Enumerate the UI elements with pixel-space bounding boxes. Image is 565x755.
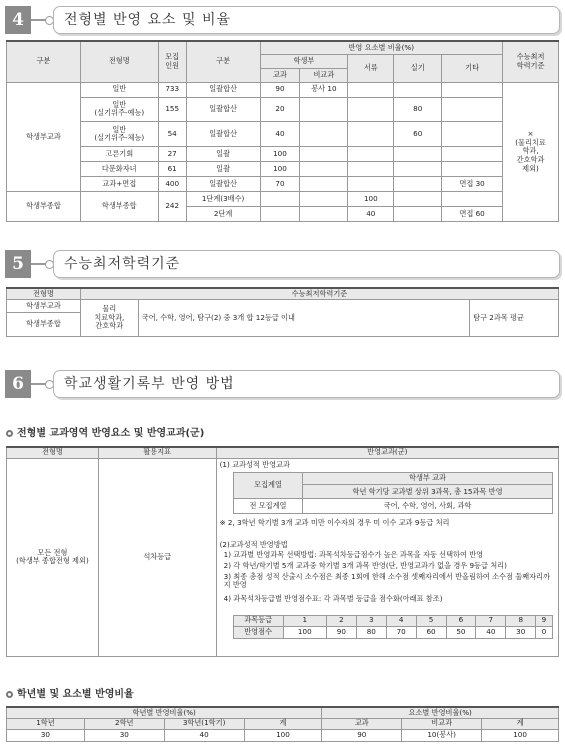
row-silgi bbox=[394, 147, 442, 162]
row-gyogwa: 70 bbox=[260, 177, 300, 192]
v2: 30 bbox=[84, 729, 164, 741]
th-year: 학년별 반영비율(%) bbox=[7, 707, 322, 718]
method-3: 3) 최종 총점 성적 산출시 소수점은 최종 1회에 한해 소수점 셋째자리에서 반올림하여 소수점 둘째자리까지 반영 bbox=[223, 571, 550, 590]
score-cell: 70 bbox=[386, 626, 416, 638]
section-6-header bbox=[5, 370, 560, 398]
th-jhm: 전형명 bbox=[7, 288, 81, 300]
all-label: 전 모집계열 bbox=[233, 499, 303, 513]
th-gyogwa: 교과 bbox=[260, 68, 300, 82]
row-name: 교과+면접 bbox=[80, 177, 158, 192]
row-count: 27 bbox=[158, 147, 186, 162]
row-gubun: 일괄 bbox=[186, 162, 260, 177]
row-gyogwa: 40 bbox=[260, 122, 300, 147]
th-silgi: 실기 bbox=[394, 55, 442, 82]
row-gubun: 일괄합산 bbox=[186, 122, 260, 147]
score-cell: 50 bbox=[446, 626, 476, 638]
section-title-box bbox=[53, 370, 560, 398]
section-title: 학교생활기록부 반영 방법 bbox=[64, 376, 235, 392]
section-number: 6 bbox=[5, 370, 31, 398]
row-bigyogwa bbox=[300, 97, 348, 122]
row-bigyogwa bbox=[300, 177, 348, 192]
row-gubun: 일괄합산 bbox=[186, 82, 260, 97]
grade-cell: 1 bbox=[283, 615, 326, 626]
v1: 30 bbox=[7, 729, 85, 741]
suneung-note: × (물리치료 학과, 간호학과 제외) bbox=[503, 82, 559, 221]
th-c6: 비교과 bbox=[402, 718, 482, 729]
grade-cell: 4 bbox=[386, 615, 416, 626]
method-2: 2) 각 학년/학기별 5개 교과중 학기별 3개 과목 반영(단, 반영교과가 없을 경우 9등급 처리) bbox=[223, 560, 507, 570]
th-hsb: 학생부 교과 bbox=[303, 472, 552, 485]
th-c1: 1학년 bbox=[7, 718, 85, 729]
reflection-table bbox=[6, 446, 559, 657]
row-count: 242 bbox=[158, 192, 186, 222]
subheading-2 bbox=[6, 685, 134, 700]
row-gubun: 일괄합산 bbox=[186, 177, 260, 192]
th-jhm: 전형명 bbox=[80, 41, 158, 82]
empty-cell bbox=[260, 192, 300, 207]
section-title-box bbox=[53, 250, 560, 278]
th-hsb: 학생부 bbox=[260, 55, 348, 69]
subheading-1 bbox=[6, 424, 204, 439]
grade-score-table bbox=[233, 615, 553, 639]
row-silgi bbox=[394, 82, 442, 97]
th-elem: 요소별 반영비율(%) bbox=[322, 707, 559, 718]
th-score: 반영점수 bbox=[233, 626, 283, 638]
row-count: 733 bbox=[158, 82, 186, 97]
row-bigyogwa bbox=[300, 122, 348, 147]
th-mojip: 모집 인원 bbox=[158, 41, 186, 82]
year-ratio-table bbox=[6, 706, 559, 742]
section-5-header bbox=[5, 250, 560, 278]
part-1-heading: (1) 교과성적 반영교과 bbox=[219, 459, 290, 469]
row-silgi: 80 bbox=[394, 97, 442, 122]
empty-cell bbox=[300, 192, 348, 207]
row-gubun: 일괄합산 bbox=[186, 97, 260, 122]
score-cell: 90 bbox=[326, 626, 356, 638]
th-gita: 기타 bbox=[442, 55, 503, 82]
note-text: ※ 2, 3학년 학기별 3개 교과 미만 이수자의 경우 미 이수 교과 9등급 처리 bbox=[219, 517, 450, 527]
method-4: 4) 과목석차등급별 반영점수표: 각 과목별 등급을 점수화(아래표 참조) bbox=[223, 593, 443, 603]
row-name: 고른기회 bbox=[80, 147, 158, 162]
th-c3: 3학년(1학기) bbox=[164, 718, 244, 729]
row-silgi: 60 bbox=[394, 122, 442, 147]
v7: 100 bbox=[482, 729, 559, 741]
th-mojip: 모집계열 bbox=[233, 472, 303, 499]
row-seoryu: 100 bbox=[348, 192, 394, 207]
row-gita bbox=[442, 147, 503, 162]
th-c2: 2학년 bbox=[84, 718, 164, 729]
indicator: 석차등급 bbox=[98, 458, 216, 657]
th-ratio: 반영 요소별 비율(%) bbox=[260, 41, 503, 55]
row-bigyogwa bbox=[300, 162, 348, 177]
row-gubun: 2단계 bbox=[186, 207, 260, 222]
empty-cell bbox=[394, 192, 442, 207]
row-count: 61 bbox=[158, 162, 186, 177]
score-cell: 100 bbox=[283, 626, 326, 638]
grade-cell: 9 bbox=[536, 615, 552, 626]
row-seoryu bbox=[348, 97, 394, 122]
group-jonghap: 학생부종합 bbox=[7, 192, 81, 222]
row-name: 학생부종합 bbox=[80, 192, 158, 222]
row-gyogwa: 90 bbox=[260, 82, 300, 97]
criteria-cell: 국어, 수학, 영어, 탐구(2) 중 3개 합 12등급 이내 bbox=[138, 300, 469, 337]
row-silgi bbox=[394, 177, 442, 192]
row-gubun: 1단계(3배수) bbox=[186, 192, 260, 207]
row-count: 54 bbox=[158, 122, 186, 147]
circle-bullet-icon bbox=[6, 691, 13, 698]
row-silgi bbox=[394, 162, 442, 177]
score-cell: 30 bbox=[506, 626, 536, 638]
row-gubun: 일괄 bbox=[186, 147, 260, 162]
grade-cell: 3 bbox=[356, 615, 386, 626]
row-gita bbox=[442, 82, 503, 97]
admission-ratio-table bbox=[6, 40, 559, 222]
th-suneung: 수능최저 학력기준 bbox=[503, 41, 559, 82]
th-c7: 계 bbox=[482, 718, 559, 729]
th-indicator: 활용지표 bbox=[98, 447, 216, 458]
hsb-detail: 학년 학기당 교과별 상위 3과목, 총 15과목 반영 bbox=[303, 485, 552, 499]
row-name: 일반 (실기위주-예능) bbox=[80, 97, 158, 122]
row-gita bbox=[442, 97, 503, 122]
suneung-table bbox=[6, 287, 559, 337]
row-gita bbox=[442, 122, 503, 147]
row-gyogwa: 학생부교과 bbox=[7, 300, 81, 313]
empty-cell bbox=[442, 192, 503, 207]
row-seoryu: 40 bbox=[348, 207, 394, 222]
row-jonghap: 학생부종합 bbox=[7, 313, 81, 337]
th-criteria: 수능최저학력기준 bbox=[80, 288, 558, 300]
th-bigyogwa: 비교과 bbox=[300, 68, 348, 82]
th-jhm: 전형명 bbox=[7, 447, 99, 458]
score-cell: 80 bbox=[356, 626, 386, 638]
row-gita: 면접 60 bbox=[442, 207, 503, 222]
th-gubun: 구분 bbox=[7, 41, 81, 82]
section-number: 4 bbox=[5, 6, 31, 34]
all-value: 국어, 수학, 영어, 사회, 과학 bbox=[303, 499, 552, 513]
all-jhm: 모든 전형 (학생부 종합전형 제외) bbox=[7, 458, 99, 657]
row-gyogwa: 100 bbox=[260, 147, 300, 162]
subheading-text: 학년별 및 요소별 반영비율 bbox=[17, 689, 134, 700]
v6: 10(봉사) bbox=[402, 729, 482, 741]
row-name: 일반 (실기위주-체능) bbox=[80, 122, 158, 147]
row-gita: 면접 30 bbox=[442, 177, 503, 192]
extra-cell: 탐구 2과목 평균 bbox=[470, 300, 559, 337]
section-title-box bbox=[53, 6, 560, 34]
row-count: 400 bbox=[158, 177, 186, 192]
th-c5: 교과 bbox=[322, 718, 402, 729]
row-gyogwa: 100 bbox=[260, 162, 300, 177]
row-bigyogwa bbox=[300, 147, 348, 162]
section-number: 5 bbox=[5, 250, 31, 278]
group-gyogwa: 학생부교과 bbox=[7, 82, 81, 192]
score-cell: 60 bbox=[416, 626, 446, 638]
dept-cell: 물리 치료학과, 간호학과 bbox=[80, 300, 138, 337]
v4: 100 bbox=[244, 729, 322, 741]
empty-cell bbox=[260, 207, 300, 222]
grade-cell: 7 bbox=[476, 615, 506, 626]
row-seoryu bbox=[348, 82, 394, 97]
subject-inner-table bbox=[233, 472, 553, 514]
row-seoryu bbox=[348, 147, 394, 162]
row-gita bbox=[442, 162, 503, 177]
empty-cell bbox=[394, 207, 442, 222]
v3: 40 bbox=[164, 729, 244, 741]
th-c4: 계 bbox=[244, 718, 322, 729]
circle-bullet-icon bbox=[6, 430, 13, 437]
section-4-header bbox=[5, 6, 560, 34]
method-1: 1) 교과별 반영과목 선택방법: 과목석차등급점수가 높은 과목을 자동 선택하여 반영 bbox=[223, 549, 484, 559]
th-seoryu: 서류 bbox=[348, 55, 394, 82]
th-grade: 과목등급 bbox=[233, 615, 283, 626]
v5: 90 bbox=[322, 729, 402, 741]
grade-cell: 8 bbox=[506, 615, 536, 626]
part-2-heading: (2)교과성적 반영방법 bbox=[219, 539, 288, 549]
empty-cell bbox=[300, 207, 348, 222]
row-seoryu bbox=[348, 162, 394, 177]
subject-detail-cell bbox=[216, 458, 558, 657]
row-count: 155 bbox=[158, 97, 186, 122]
row-bigyogwa: 봉사 10 bbox=[300, 82, 348, 97]
row-seoryu bbox=[348, 177, 394, 192]
section-title: 전형별 반영 요소 및 비율 bbox=[64, 12, 232, 28]
subheading-text: 전형별 교과영역 반영요소 및 반영교과(군) bbox=[17, 428, 205, 439]
grade-cell: 2 bbox=[326, 615, 356, 626]
row-name: 일반 bbox=[80, 82, 158, 97]
grade-cell: 6 bbox=[446, 615, 476, 626]
row-gyogwa: 20 bbox=[260, 97, 300, 122]
score-cell: 40 bbox=[476, 626, 506, 638]
row-name: 다문화자녀 bbox=[80, 162, 158, 177]
section-title: 수능최저학력기준 bbox=[64, 256, 181, 272]
score-cell: 0 bbox=[536, 626, 552, 638]
th-gubun2: 구분 bbox=[186, 41, 260, 82]
th-subjects: 반영교과(군) bbox=[216, 447, 558, 458]
row-seoryu bbox=[348, 122, 394, 147]
grade-cell: 5 bbox=[416, 615, 446, 626]
